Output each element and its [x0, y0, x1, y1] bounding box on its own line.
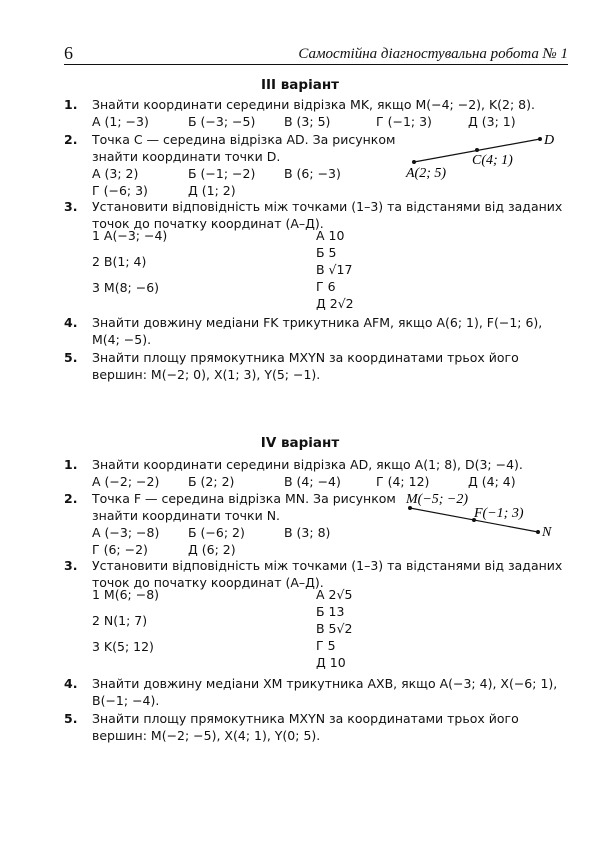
v4-task-1 — [64, 456, 568, 490]
label-c: C(4; 1) — [472, 153, 513, 168]
header-title: Самостійна діагностувальна робота № 1 — [298, 46, 568, 62]
option: А (1; −3) — [92, 114, 149, 129]
page-header — [64, 42, 568, 65]
v4-match-left-3: 3 K(5; 12) — [92, 639, 154, 654]
point-d — [538, 137, 542, 141]
v3-task-5 — [64, 349, 568, 383]
task-text: Знайти координати середини відрізка AD, якщо A(1; 8), D(3; −4). — [92, 457, 523, 472]
point-a — [412, 160, 416, 164]
task-text: Знайти довжину медіани FK трикутника AFM, якщо A(6; 1), F(−1; 6), M(4; −5). — [92, 315, 543, 347]
option: Б (2; 2) — [188, 474, 235, 489]
option: Д (1; 2) — [188, 183, 236, 198]
point-n — [536, 530, 540, 534]
option: В (4; −4) — [284, 474, 341, 489]
label-m: M(−5; −2) — [406, 492, 469, 507]
v3-match-right-3: В √17 — [316, 262, 353, 277]
v4-match-right-5: Д 10 — [316, 655, 346, 670]
v4-task-3 — [64, 557, 568, 591]
task-text: Знайти довжину медіани XM трикутника AXB, якщо A(−3; 4), X(−6; 1), B(−1; −4). — [92, 676, 558, 708]
v3-match-left-3: 3 M(8; −6) — [92, 280, 160, 295]
task-number: 4. — [64, 315, 78, 330]
task-number: 3. — [64, 558, 78, 573]
v4-match-right-2: Б 13 — [316, 604, 345, 619]
task-text-line-2: знайти координати точки D. — [92, 149, 281, 164]
option: А (−3; −8) — [92, 525, 160, 540]
v3-task-3 — [64, 198, 568, 232]
option: А (−2; −2) — [92, 474, 160, 489]
option: Г (6; −2) — [92, 542, 148, 557]
task-number: 2. — [64, 491, 78, 506]
option: В (6; −3) — [284, 166, 341, 181]
task-text: Установити відповідність між точками (1–3) та відстанями від заданих точок до початку координат (А–Д). — [92, 199, 563, 231]
v3-match-left-1: 1 A(−3; −4) — [92, 228, 168, 243]
task-number: 4. — [64, 676, 78, 691]
task-text: Знайти площу прямокутника MXYN за координатами трьох його вершин: M(−2; −5), X(4; 1), Y(0; 5). — [92, 711, 519, 743]
v4-match-right-1: А 2√5 — [316, 587, 353, 602]
v3-task-4 — [64, 314, 568, 348]
v4-task-4 — [64, 675, 568, 709]
v3-match-left-2: 2 B(1; 4) — [92, 254, 147, 269]
option: Д (3; 1) — [468, 114, 516, 129]
option: Д (4; 4) — [468, 474, 516, 489]
v4-match-right-3: В 5√2 — [316, 621, 353, 636]
variant-3-title: III варіант — [261, 77, 339, 93]
v4-match-left-1: 1 M(6; −8) — [92, 587, 160, 602]
option: Г (4; 12) — [376, 474, 430, 489]
v4-match-right-4: Г 5 — [316, 638, 336, 653]
v4-task-5 — [64, 710, 568, 744]
option: Г (−1; 3) — [376, 114, 432, 129]
option: Б (−1; −2) — [188, 166, 256, 181]
task-number: 5. — [64, 711, 78, 726]
label-d: D — [544, 133, 555, 148]
label-n: N — [542, 525, 552, 540]
v3-match-right-4: Г 6 — [316, 279, 336, 294]
option: А (3; 2) — [92, 166, 139, 181]
option: Б (−6; 2) — [188, 525, 245, 540]
option: Г (−6; 3) — [92, 183, 148, 198]
task-text-line-2: знайти координати точки N. — [92, 508, 281, 523]
label-f: F(−1; 3) — [474, 506, 524, 521]
task-number: 5. — [64, 350, 78, 365]
option: В (3; 5) — [284, 114, 331, 129]
option: Д (6; 2) — [188, 542, 236, 557]
task-number: 3. — [64, 199, 78, 214]
answer-options-row-2 — [92, 182, 568, 199]
option: Б (−3; −5) — [188, 114, 256, 129]
v3-task-1 — [64, 96, 568, 130]
v4-match-left-2: 2 N(1; 7) — [92, 613, 148, 628]
v3-segment-diagram — [398, 126, 568, 182]
task-text-line-1: Точка C — середина відрізка AD. За рисунком — [92, 132, 396, 147]
option: В (3; 8) — [284, 525, 331, 540]
page-number: 6 — [64, 43, 73, 63]
task-text: Знайти площу прямокутника MXYN за координатами трьох його вершин: M(−2; 0), X(1; 3), Y(5; −1). — [92, 350, 519, 382]
label-a: A(2; 5) — [406, 166, 447, 181]
v3-match-right-2: Б 5 — [316, 245, 337, 260]
task-text-line-1: Точка F — середина відрізка MN. За рисунком — [92, 491, 396, 506]
task-text: Знайти координати середини відрізка MK, якщо M(−4; −2), K(2; 8). — [92, 97, 535, 112]
point-c — [475, 148, 479, 152]
v3-match-right-1: А 10 — [316, 228, 345, 243]
task-number: 2. — [64, 132, 78, 147]
task-number: 1. — [64, 457, 78, 472]
task-text: Установити відповідність між точками (1–3) та відстанями від заданих точок до початку координат (А–Д). — [92, 558, 563, 590]
variant-4-title: IV варіант — [260, 435, 340, 451]
v4-segment-diagram — [398, 488, 568, 544]
task-number: 1. — [64, 97, 78, 112]
v3-match-right-5: Д 2√2 — [316, 296, 354, 311]
